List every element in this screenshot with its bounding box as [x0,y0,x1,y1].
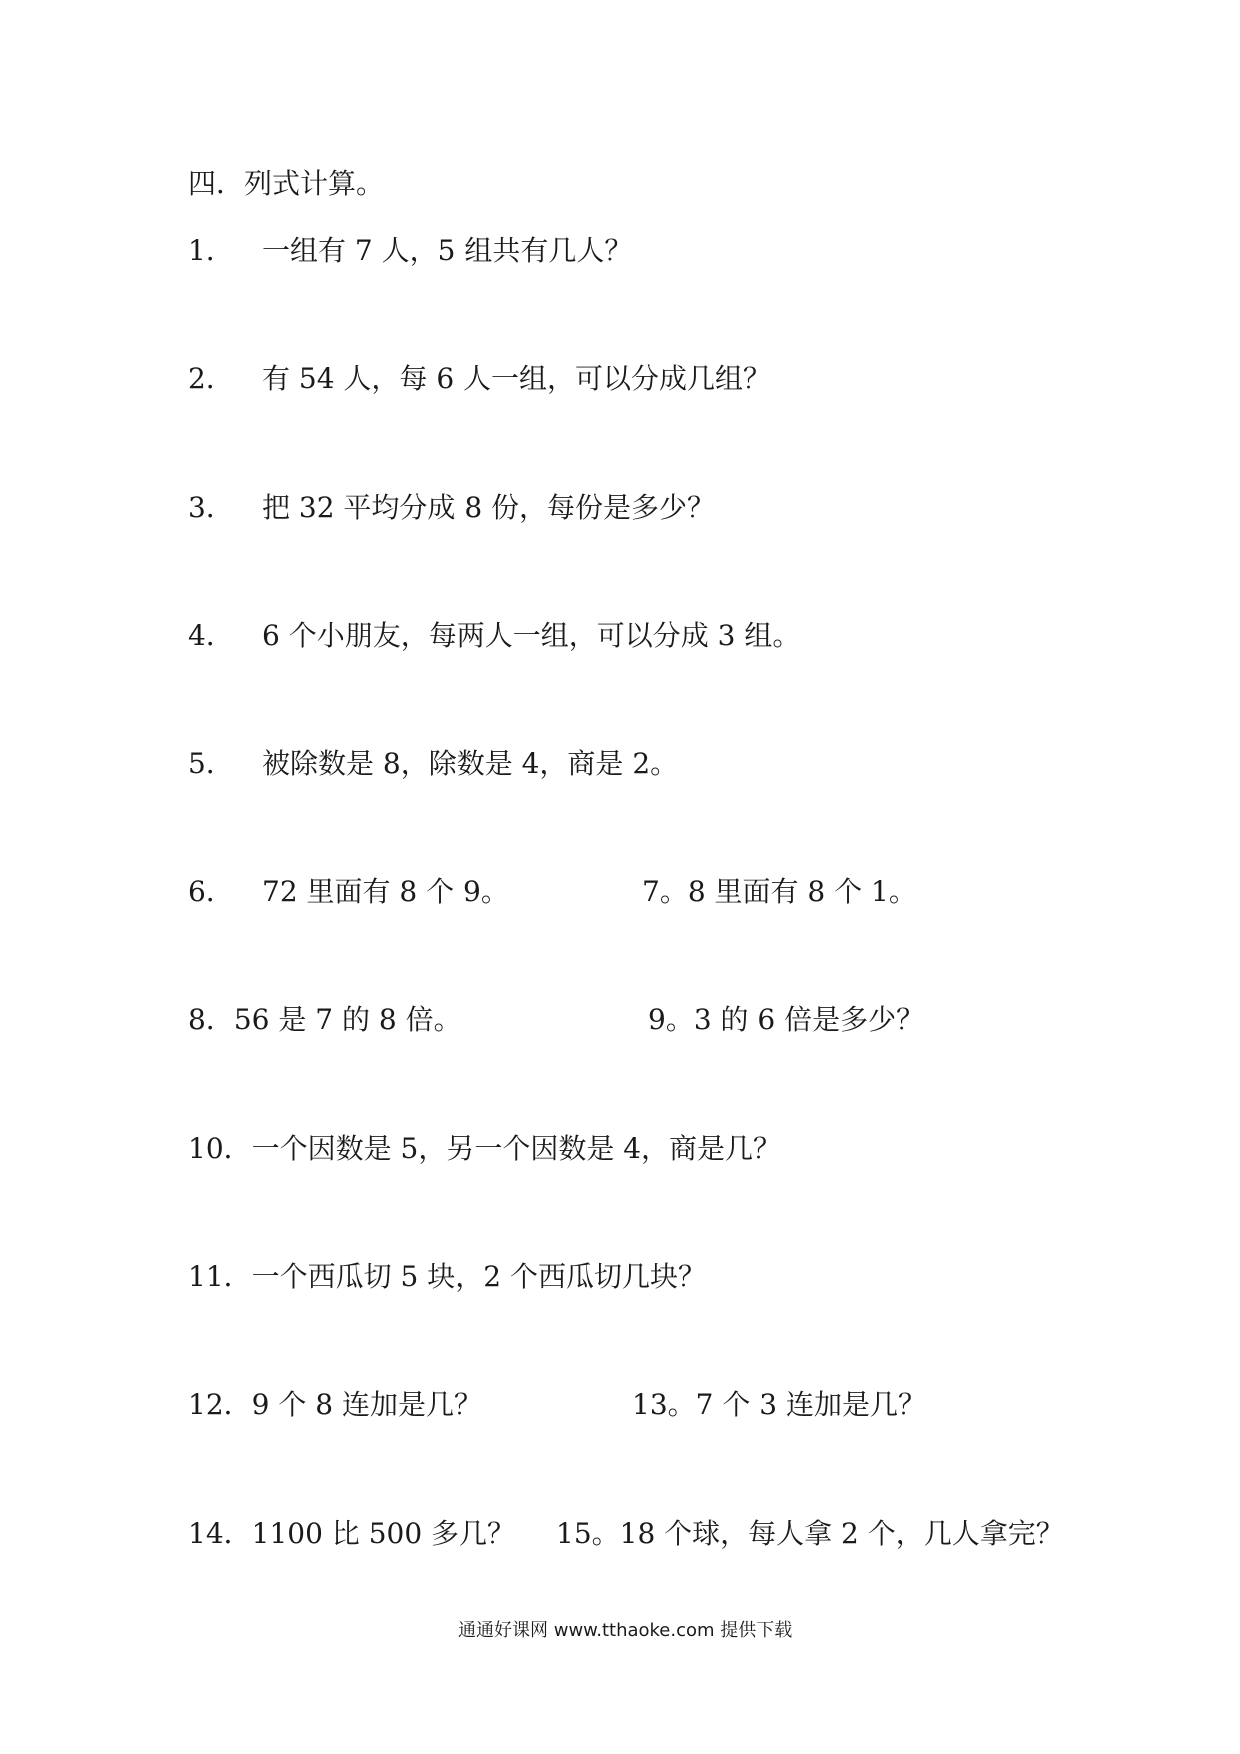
question-number: 1． [188,234,234,267]
question-12: 12．9 个 8 连加是几？ [188,1388,482,1421]
question-text: 被除数是 8，除数是 4，商是 2。 [262,747,679,780]
question-number: 5． [188,747,234,780]
section-title: 四．列式计算。 [188,167,385,200]
question-10: 10．一个因数是 5，另一个因数是 4，商是几？ [188,1132,782,1165]
question-15: 15。18 个球，每人拿 2 个，几人拿完？ [556,1517,1064,1550]
question-13: 13。7 个 3 连加是几？ [632,1388,926,1421]
question-9: 9。3 的 6 倍是多少？ [648,1003,925,1036]
question-text: 把 32 平均分成 8 份，每份是多少？ [262,491,716,524]
question-number: 6． [188,875,234,908]
question-text: 6 个小朋友，每两人一组，可以分成 3 组。 [262,619,801,652]
question-number: 2． [188,362,234,395]
question-text: 有 54 人，每 6 人一组，可以分成几组？ [262,362,772,395]
question-11: 11．一个西瓜切 5 块，2 个西瓜切几块？ [188,1260,706,1293]
question-7: 7。8 里面有 8 个 1。 [642,875,917,908]
question-number: 3． [188,491,234,524]
question-text: 一组有 7 人，5 组共有几人？ [262,234,633,267]
question-14: 14．1100 比 500 多几？ [188,1517,516,1550]
question-number: 4． [188,619,234,652]
question-8: 8．56 是 7 的 8 倍。 [188,1003,462,1036]
question-text: 72 里面有 8 个 9。 [262,875,509,908]
footer-credit: 通通好课网 www.tthaoke.com 提供下载 [458,1620,793,1641]
